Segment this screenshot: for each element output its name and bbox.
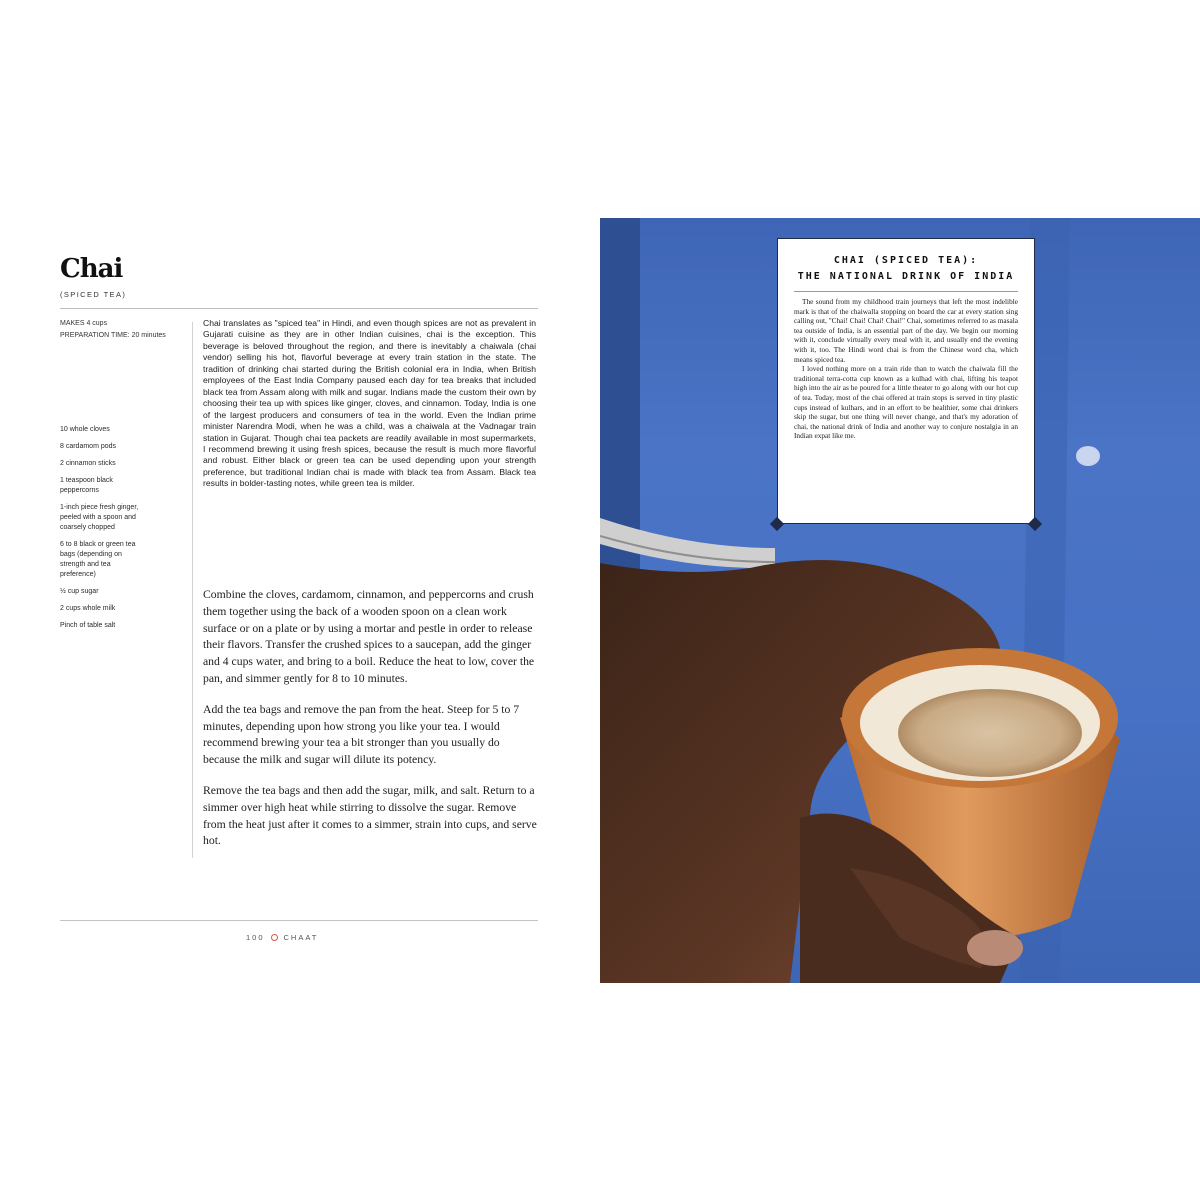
recipe-steps bbox=[203, 587, 538, 864]
ingredient-item: 2 cups whole milk bbox=[60, 605, 116, 612]
yield-text: MAKES 4 cups bbox=[60, 320, 108, 327]
section-name: CHAAT bbox=[283, 933, 319, 942]
recipe-title: Chai bbox=[60, 254, 123, 284]
ingredient-list bbox=[60, 425, 140, 638]
ingredient-item: 1-inch piece fresh ginger, peeled with a spoon and coarsely chopped bbox=[60, 504, 139, 531]
ingredient-item: 6 to 8 black or green tea bags (depending on strength and tea preference) bbox=[60, 541, 136, 578]
recipe-page bbox=[60, 250, 538, 950]
recipe-subtitle: (SPICED TEA) bbox=[60, 290, 127, 299]
recipe-step: Remove the tea bags and then add the sugar, milk, and salt. Return to a simmer over high heat while stirring to dissolve the sugar. Remove from the heat just after it comes to a simmer, strain into cups, and serve hot. bbox=[203, 783, 537, 848]
footer-rule bbox=[60, 920, 538, 921]
header-rule bbox=[60, 308, 538, 309]
sidebar-rule bbox=[794, 291, 1018, 292]
recipe-meta bbox=[60, 318, 180, 342]
ingredient-item: ½ cup sugar bbox=[60, 588, 99, 595]
shirt-button bbox=[1076, 446, 1100, 466]
sidebar-title-line2: THE NATIONAL DRINK OF INDIA bbox=[797, 271, 1015, 282]
recipe-step: Combine the cloves, cardamom, cinnamon, and peppercorns and crush them together using the back of a wooden spoon on a clean work surface or on a plate or by using a mortar and pestle in order to release their flavors. Transfer the crushed spices to a saucepan, add the ginger and 4 cups water, and bring to a boil. Reduce the heat to low, cover the pan, and simmer gently for 8 to 10 minutes. bbox=[203, 588, 535, 685]
ingredient-item: 8 cardamom pods bbox=[60, 443, 117, 450]
page-number: 100 bbox=[246, 933, 265, 942]
tea-surface bbox=[898, 689, 1082, 777]
recipe-intro: Chai translates as "spiced tea" in Hindi, and even though spices are not as prevalent in Gujarati cuisine as they are in other Indian cuisines, chai is the exception. This beverage is beloved throughout the region, and there is inevitably a chaiwala (chai vendor) selling his hot, flavorful beverage at every train station in the state. The tradition of drinking chai started during the British colonial era in India, when British employees of the East India Company paused each day for tea breaks that included black tea from Assam along with milk and sugar. Indians made the custom their own by choosing their tea up with spices like ginger, cloves, and cinnamon. Today, India is one of the largest producers and consumers of tea in the world. Even the Indian prime minister Narendra Modi, when he was a child, was a chaiwala at the Vadnagar train station in Gujarat. Though chai tea packets are readily available in most supermarkets, I recommend brewing it using fresh spices, because the result is much more flavorful and robust. Either black or green tea can be used depending upon your strength preference, but traditional Indian chai is made with black tea from Assam. Black tea results in bolder-tasting notes, while green tea is milder. bbox=[203, 318, 536, 489]
recipe-step: Add the tea bags and remove the pan from the heat. Steep for 5 to 7 minutes, depending upon how strong you like your tea. I would recommend brewing your tea a bit stronger than you usually do because the milk and sugar will dilute its potency. bbox=[203, 702, 520, 767]
thumbnail bbox=[967, 930, 1023, 966]
page-footer bbox=[246, 933, 318, 942]
prep-time-text: PREPARATION TIME: 20 minutes bbox=[60, 332, 166, 339]
sidebar-paragraph: I loved nothing more on a train ride than to watch the chaiwala fill the traditional terra-cotta cup known as a kulhad with chai, lifting his teapot high into the air as he poured for a little theater to go along with our hot cup of tea. Today, most of the chai offered at train stops is served in tiny plastic cups instead of kulhars, and in an effort to be healthier, some chai drinkers skip the sugar, but one thing will never change, and that's my adoration of chai, the national drink of India and another way to conjure nostalgia in an Indian expat like me. bbox=[794, 364, 1018, 441]
sidebar-paragraph: The sound from my childhood train journeys that left the most indelible mark is that of the chaiwalla stopping on board the car at every station sing calling out, "Chai! Chai! Chai! Chai!" Chai, sometimes referred to as masala tea outside of India, is an essential part of the day. We begin our morning with it, conclude virtually every meal with it, and usually end the evening with it, too. The Hindi word chai is from the Chinese word cha, which means spiced tea. bbox=[794, 297, 1018, 364]
ingredient-item: Pinch of table salt bbox=[60, 622, 116, 629]
sidebar-box bbox=[777, 238, 1035, 524]
column-divider bbox=[192, 322, 193, 858]
ingredient-item: 1 teaspoon black peppercorns bbox=[60, 477, 113, 494]
ingredient-item: 10 whole cloves bbox=[60, 426, 110, 433]
ingredient-item: 2 cinnamon sticks bbox=[60, 460, 116, 467]
sidebar-title-line1: CHAI (SPICED TEA): bbox=[833, 255, 979, 266]
circle-ornament-icon bbox=[271, 934, 278, 941]
sidebar-title bbox=[794, 253, 1018, 285]
